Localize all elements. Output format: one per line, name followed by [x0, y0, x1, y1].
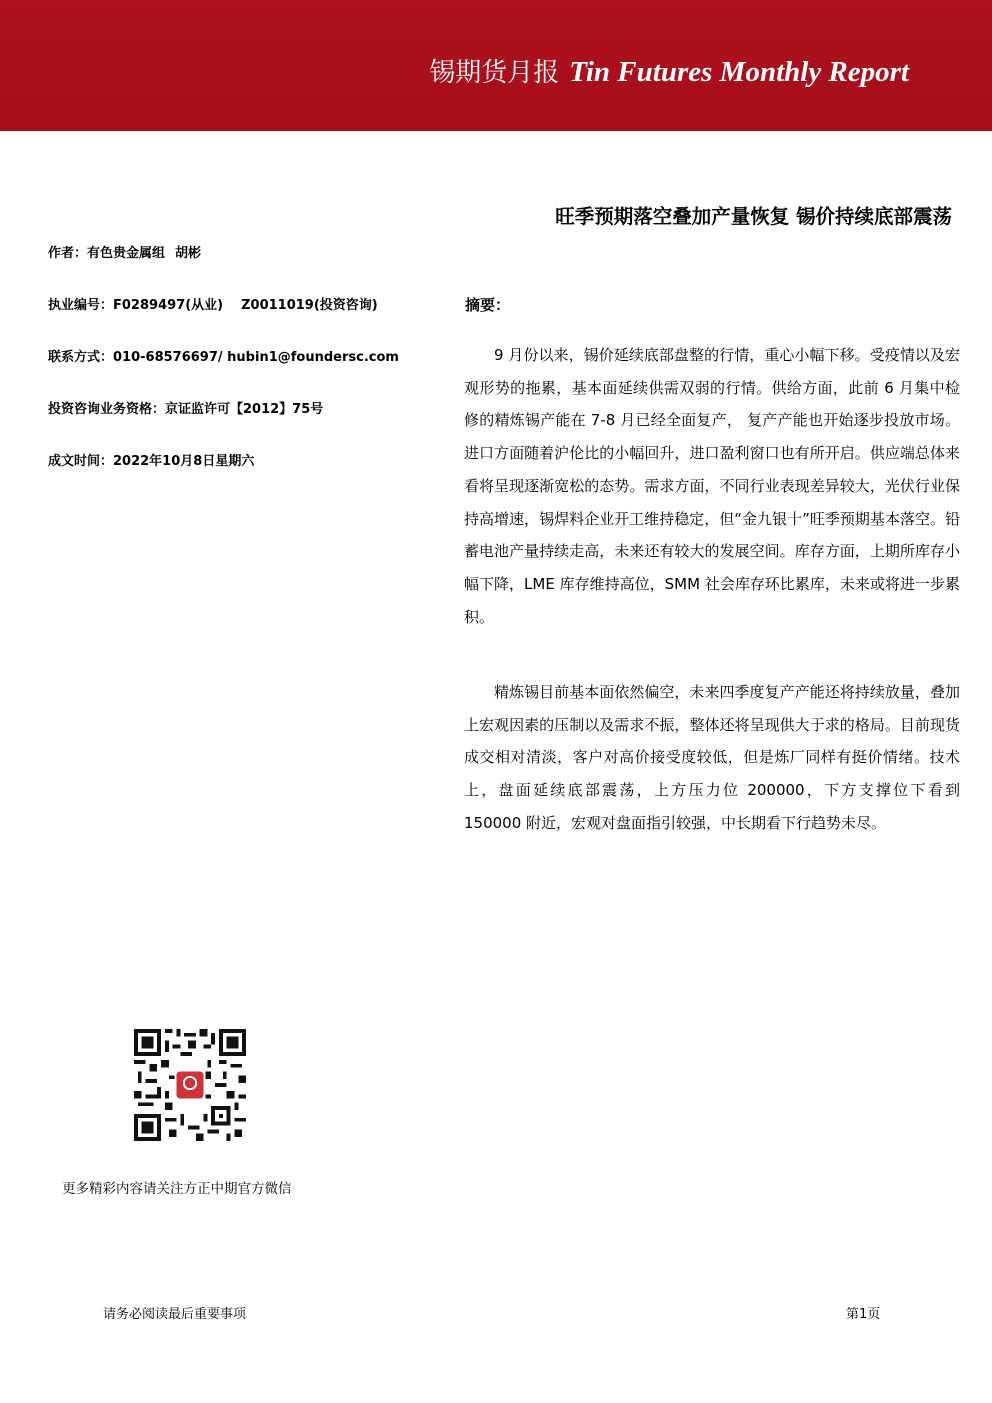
header-title-en: Tin Futures Monthly Report	[569, 56, 909, 88]
author-group: 作者：有色贵金属组	[48, 246, 166, 261]
report-title: 旺季预期落空叠加产量恢复 锡价持续底部震荡	[555, 205, 952, 228]
footer-notice: 请务必阅读最后重要事项	[103, 1307, 247, 1322]
report-header-title	[0, 52, 992, 93]
author-line	[48, 244, 448, 264]
date-line: 成文时间：2022年10月8日星期六	[48, 454, 255, 469]
wechat-qr-code[interactable]	[134, 1029, 246, 1141]
qr-caption: 更多精彩内容请关注方正中期官方微信	[62, 1181, 292, 1197]
license-line	[48, 296, 448, 316]
abstract-paragraph-1: 9 月份以来，锡价延续底部盘整的行情，重心小幅下移。受疫情以及宏观形势的拖累，基本面延续供需双弱的行情。供给方面，此前 6 月集中检修的精炼锡产能在 7-8 月已经全面复产， 复产产能也开始逐步投放市场。进口方面随着沪伦比的小幅回升，进口盈利窗口也有所开启。供应端总体来看将呈现逐渐宽松的态势。需求方面，不同行业表现差异较大，光伏行业保持高增速，锡焊料企业开工维持稳定，但“金九银十”旺季预期基本落空。铅蓄电池产量持续走高，未来还有较大的发展空间。库存方面，上期所库存小幅下降，LME 库存维持高位，SMM 社会库存环比累库，未来或将进一步累积。	[464, 346, 960, 626]
qr-logo-icon	[176, 1071, 203, 1098]
contact-line: 联系方式：010-68576697/ hubin1@foundersc.com	[48, 350, 399, 365]
header-title-cn: 锡期货月报	[429, 58, 560, 88]
abstract-label: 摘要：	[465, 296, 511, 314]
abstract-paragraph-2: 精炼锡目前基本面依然偏空，未来四季度复产产能还将持续放量，叠加上宏观因素的压制以及需求不振，整体还将呈现供大于求的格局。目前现货成交相对清淡，客户对高价接受度较低，但是炼厂同样有挺价情绪。技术上，盘面延续底部震荡，上方压力位 200000，下方支撑位下看到 150000 附近，宏观对盘面指引较强，中长期看下行趋势未尽。	[464, 683, 960, 832]
author-name: 胡彬	[175, 246, 202, 261]
qualification-line: 投资咨询业务资格：京证监许可【2012】75号	[48, 402, 324, 417]
license-number: 执业编号：F0289497(从业)	[48, 298, 224, 313]
license-number-advisory: Z0011019(投资咨询)	[241, 298, 378, 313]
page-number: 第1页	[846, 1307, 881, 1322]
